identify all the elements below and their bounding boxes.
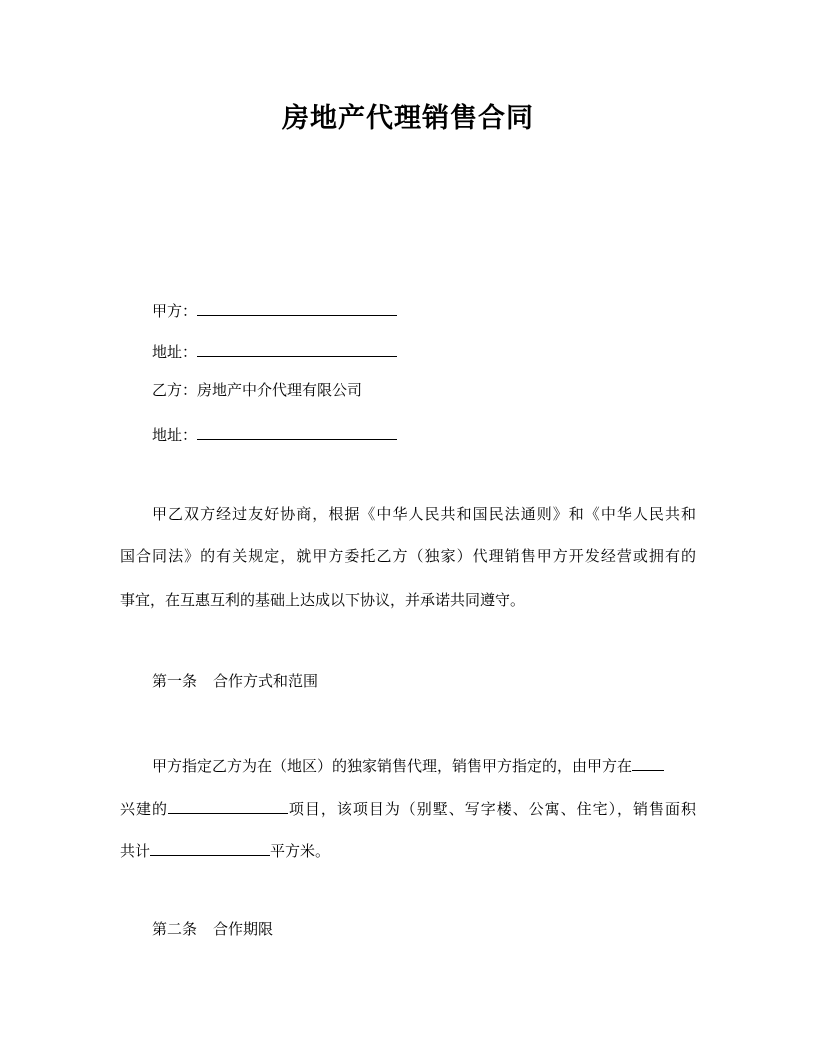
party-a-address-label: 地址： bbox=[152, 343, 198, 361]
party-a-blank bbox=[197, 298, 397, 316]
party-b-label: 乙方： bbox=[152, 381, 198, 399]
page-title: 房地产代理销售合同 bbox=[282, 103, 534, 134]
party-b-line bbox=[120, 380, 696, 400]
article-2-number: 第二条 bbox=[152, 920, 198, 938]
article-1-text-3a: 共计 bbox=[120, 842, 151, 860]
article-1-area-blank bbox=[150, 838, 270, 856]
party-a-line bbox=[120, 298, 696, 321]
article-1-line-2 bbox=[120, 796, 696, 819]
party-b-address-label: 地址： bbox=[152, 426, 198, 444]
party-b-address-line bbox=[120, 422, 696, 445]
article-1-text-2a: 兴建的 bbox=[120, 800, 168, 818]
party-b-name: 房地产中介代理有限公司 bbox=[197, 381, 363, 399]
article-1-title: 合作方式和范围 bbox=[213, 672, 319, 690]
article-1-project-blank bbox=[168, 796, 288, 814]
preamble-line-3: 事宜，在互惠互利的基础上达成以下协议，并承诺共同遵守。 bbox=[120, 591, 526, 609]
article-1-text-1: 甲方指定乙方为在（地区）的独家销售代理，销售甲方指定的，由甲方在 bbox=[152, 757, 633, 775]
article-1-line-3 bbox=[120, 838, 696, 861]
preamble-line-1: 甲乙双方经过友好协商，根据《中华人民共和国民法通则》和《中华人民共和 bbox=[152, 505, 696, 523]
party-a-label: 甲方： bbox=[152, 302, 198, 320]
article-1-line-1 bbox=[120, 753, 696, 776]
article-1-location-blank bbox=[632, 753, 664, 771]
article-1-text-2b: 项目，该项目为（别墅、写字楼、公寓、住宅），销售面积 bbox=[287, 800, 696, 818]
preamble-line-2: 国合同法》的有关规定，就甲方委托乙方（独家）代理销售甲方开发经营或拥有的 bbox=[120, 547, 696, 565]
article-1-text-3b: 平方米。 bbox=[270, 842, 331, 860]
article-1-number: 第一条 bbox=[152, 672, 198, 690]
article-1-heading bbox=[120, 671, 696, 691]
article-2-title: 合作期限 bbox=[213, 920, 274, 938]
party-b-address-blank bbox=[197, 422, 397, 440]
article-2-heading bbox=[120, 919, 696, 939]
party-a-address-line bbox=[120, 339, 696, 362]
party-a-address-blank bbox=[197, 339, 397, 357]
